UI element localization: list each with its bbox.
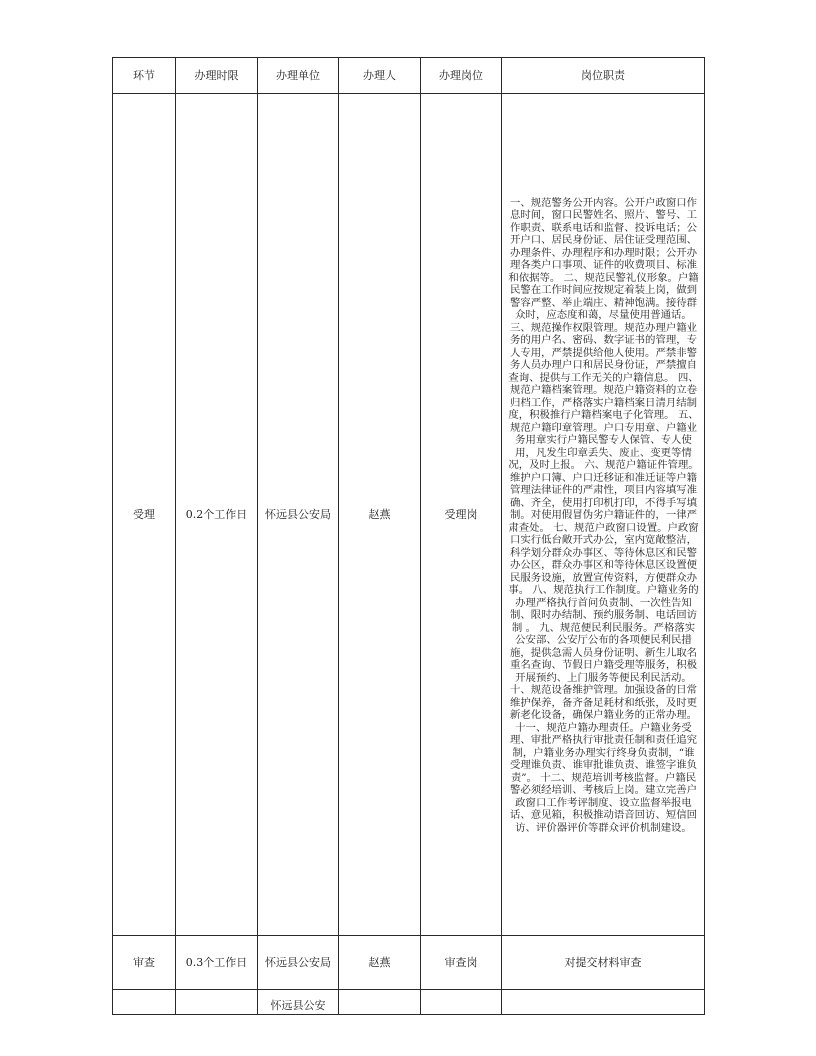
cell-time-limit: 0.2个工作日: [176, 94, 258, 936]
table-header-row: [113, 58, 705, 94]
header-post: 办理岗位: [421, 58, 502, 94]
cell-unit: 怀远县公安局: [258, 936, 339, 990]
cell-person: 赵燕: [339, 94, 421, 936]
cell-post: 审查岗: [421, 936, 502, 990]
cell-unit-text: 怀远县公安: [270, 999, 326, 1012]
cell-post: 受理岗: [421, 94, 502, 936]
cell-time-limit: 0.3个工作日: [176, 936, 258, 990]
cell-duty: 对提交材料审查: [502, 936, 705, 990]
table-row: [113, 990, 705, 1015]
header-unit: 办理单位: [258, 58, 339, 94]
cell-unit: [258, 990, 339, 1015]
cell-unit: 怀远县公安局: [258, 94, 339, 936]
cell-post: [421, 990, 502, 1015]
cell-step: [113, 990, 176, 1015]
cell-duty: 一、规范警务公开内容。公开户政窗口作息时间，窗口民警姓名、照片、警号、工作职责、联系电话和监督、投诉电话；公开户口、居民身份证、居住证受理范围、办理条件、办理程序和办理时限；公开办理各类户口事项、证件的收费项目、标准和依据等。 二、规范民警礼仪形象。户籍民警在工作时间应按规定着装上岗，做到警容严整、举止端庄、精神饱满。接待群众时，应态度和蔼，尽量使用普通话。三、规范操作权限管理。规范办理户籍业务的用户名、密码、数字证书的管理，专人专用，严禁提供给他人使用。严禁非警务人员办理户口和居民身份证，严禁擅自查询、提供与工作无关的户籍信息。 四、规范户籍档案管理。规范户籍资料的立卷归档工作，严格落实户籍档案日清月结制度，积极推行户籍档案电子化管理。 五、规范户籍印章管理。户口专用章、户籍业务用章实行户籍民警专人保管、专人使用，凡发生印章丢失、废止、变更等情况，及时上报。 六、规范户籍证件管理。维护户口簿、户口迁移证和准迁证等户籍管理法律证件的严肃性，项目内容填写准确、齐全，使用打印机打印，不得手写填制。对使用假冒伪劣户籍证件的，一律严肃查处。 七、规范户政窗口设置。户政窗口实行低台敞开式办公，室内宽敞整洁，科学划分群众办事区、等待休息区和民警办公区，群众办事区和等待休息区设置便民服务设施，放置宣传资料，方便群众办事。 八、规范执行工作制度。户籍业务的办理严格执行首问负责制、一次性告知制、限时办结制、预约服务制、电话回访制 。 九、规范便民利民服务。严格落实公安部、公安厅公布的各项便民利民措施，提供急需人员身份证明、新生儿取名重名查询、节假日户籍受理等服务，积极开展预约、上门服务等便民利民活动。 十、规范设备维护管理。加强设备的日常维护保养，备齐备足耗材和纸张，及时更新老化设备，确保户籍业务的正常办理。 十一、规范户籍办理责任。户籍业务受理、审批严格执行审批责任制和责任追究制，户籍业务办理实行终身负责制，“谁受理谁负责、谁审批谁负责、谁签字谁负责”。 十二、规范培训考核监督。户籍民警必须经培训、考核后上岗。建立完善户政窗口工作考评制度、设立监督举报电话、意见箱，积极推动语音回访、短信回访、评价器评价等群众评价机制建设。: [502, 94, 705, 936]
cell-step: 受理: [113, 94, 176, 936]
process-table: [112, 57, 705, 1015]
cell-person: 赵燕: [339, 936, 421, 990]
header-person: 办理人: [339, 58, 421, 94]
table-row: [113, 94, 705, 936]
header-step: 环节: [113, 58, 176, 94]
cell-duty: [502, 990, 705, 1015]
header-time-limit: 办理时限: [176, 58, 258, 94]
header-duty: 岗位职责: [502, 58, 705, 94]
table-row: [113, 936, 705, 990]
cell-time-limit: [176, 990, 258, 1015]
cell-step: 审查: [113, 936, 176, 990]
cell-person: [339, 990, 421, 1015]
